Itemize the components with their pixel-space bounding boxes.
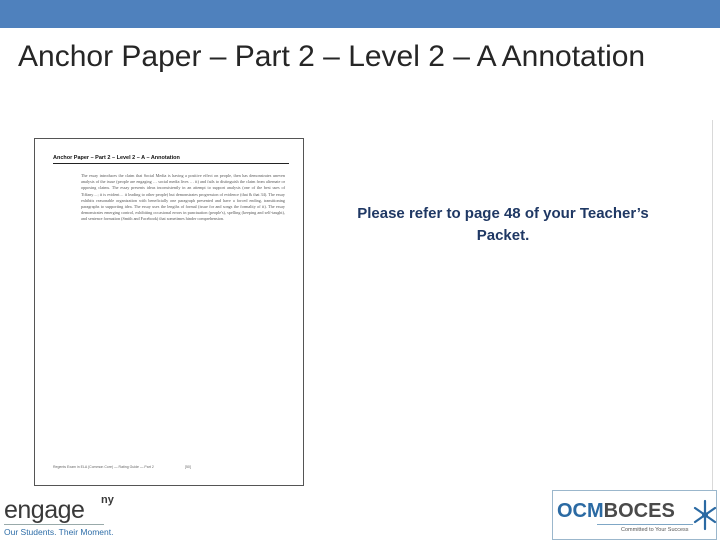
anchor-paper-thumbnail [34,138,304,486]
slide-title: Anchor Paper – Part 2 – Level 2 – A Annotation [18,40,646,73]
ocm-logo-tagline: Committed to Your Success [621,527,689,533]
thumbnail-header: Anchor Paper – Part 2 – Level 2 – A – Annotation [53,155,289,164]
ocm-boces-name [557,500,675,523]
ocm-logo-rule [597,524,693,525]
snowflake-icon [693,497,717,533]
packet-reference-note: Please refer to page 48 of your Teacher’s Packet. [357,205,649,244]
thumbnail-footer [53,465,283,469]
engage-logo-tagline: Our Students. Their Moment. [4,527,114,537]
engageny-logo [4,496,144,540]
thumbnail-page-number: [50] [185,465,191,469]
right-divider [712,120,713,490]
ocm-boces-logo [552,490,717,540]
thumbnail-footer-text: Regents Exam in ELA (Common Core) — Rating Guide — Part 2 [53,465,154,469]
top-accent-bar [0,0,720,28]
thumbnail-body-text: The essay introduces the claim that Social Media is having a positive effect on people, then has demonstrates uneven analysis of the issue (people are engaging … social media lives … it) and fails to distinguish the claim from alternate or opposing claims. The essay presents ideas inconsistently in an attempt to support analysis (one of the best uses of Tiffany…; it is evident… it leading to other people) but demonstrates progression of evidence (that & that 34). The essay exhibits reasonable organization with beneficially one paragraph presented and have a forced ending, transitioning paragraphs to supporting idea. The essay uses the lengths of formal (issue for and songs the formality of it). The essay demonstrates emerging control, exhibiting occasional errors in punctuation (people's), spelling (keeping and self-taught), and sentence formation (Smith and Facebook) that sometimes hinder comprehension. [81,173,285,222]
engage-logo-rule [4,524,104,525]
ocm-logo-prefix: OCM [557,500,604,522]
ocm-logo-suffix: BOCES [603,500,675,522]
engage-logo-word: engage [4,496,85,524]
engage-logo-superscript: ny [101,494,114,506]
